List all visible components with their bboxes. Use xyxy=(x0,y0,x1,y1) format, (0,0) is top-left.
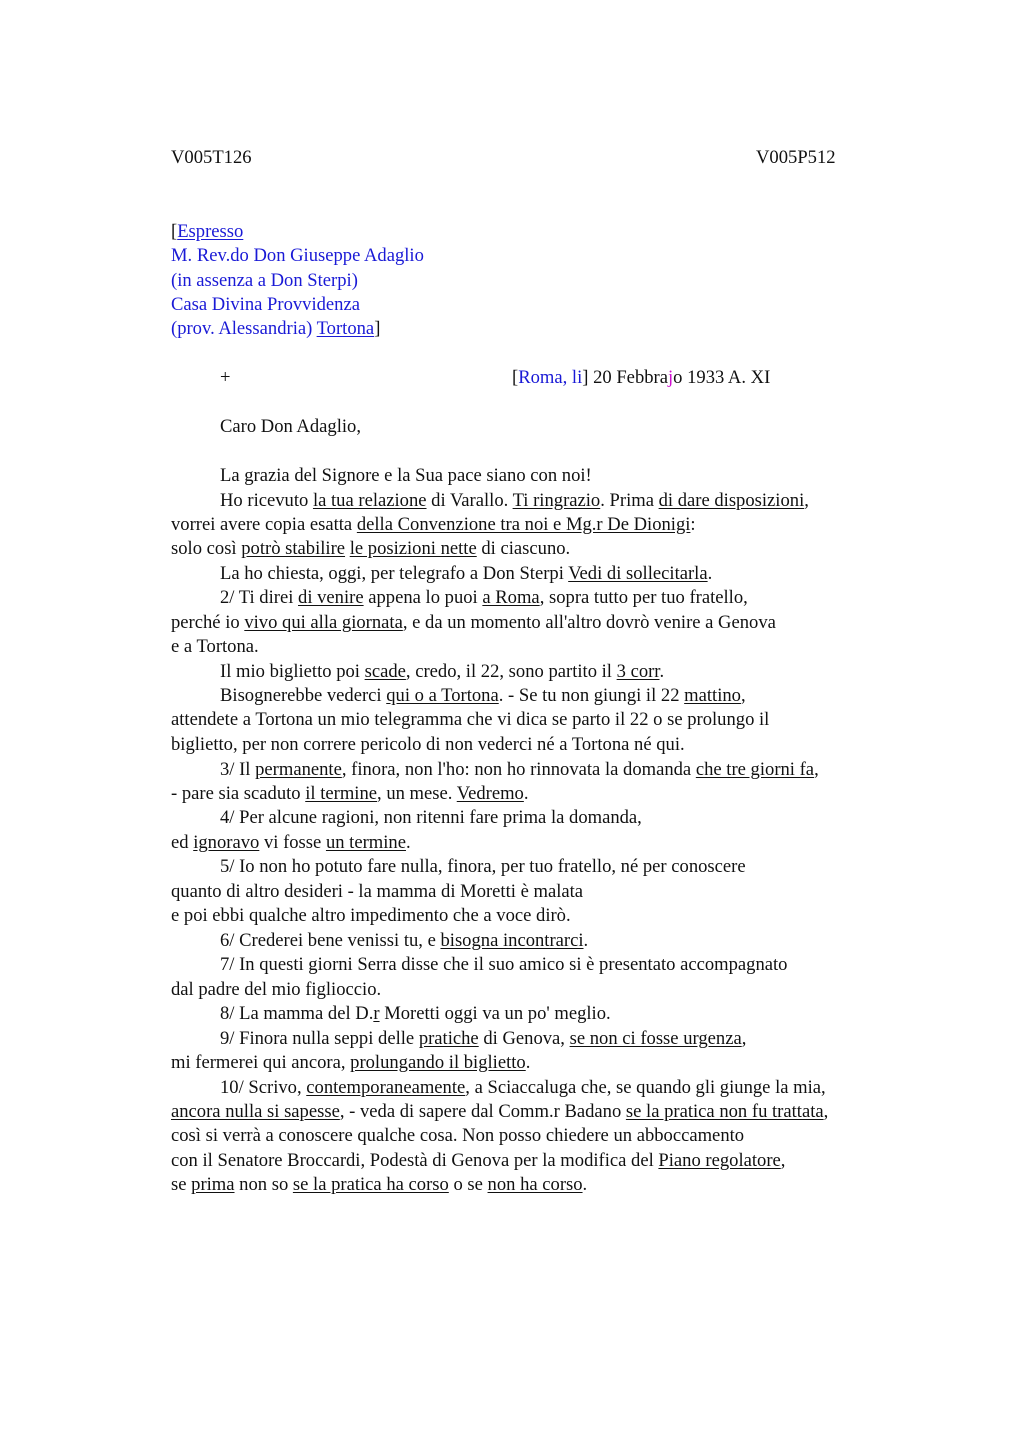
body-line: - pare sia scaduto il termine, un mese. Vedremo. xyxy=(171,783,529,804)
body-line: attendete a Tortona un mio telegramma che vi dica se parto il 22 o se prolungo il xyxy=(171,709,770,730)
body-line: La grazia del Signore e la Sua pace siano con noi! xyxy=(220,465,592,486)
body-line: 2/ Ti direi di venire appena lo puoi a Roma, sopra tutto per tuo fratello, xyxy=(220,587,748,608)
body-line: 5/ Io non ho potuto fare nulla, finora, per tuo fratello, né per conoscere xyxy=(220,856,746,877)
body-line: così si verrà a conoscere qualche cosa. Non posso chiedere un abboccamento xyxy=(171,1125,745,1146)
body-line: 9/ Finora nulla seppi delle pratiche di Genova, se non ci fosse urgenza, xyxy=(220,1028,747,1049)
address-line-1: [Espresso xyxy=(171,221,244,242)
body-line: 10/ Scrivo, contemporaneamente, a Sciaccaluga che, se quando gli giunge la mia, xyxy=(220,1077,826,1098)
body-line: solo così potrò stabilire le posizioni nette di ciascuno. xyxy=(171,538,571,559)
body-line: 8/ La mamma del D.r Moretti oggi va un po' meglio. xyxy=(220,1003,611,1024)
address-line-2: M. Rev.do Don Giuseppe Adaglio xyxy=(171,245,424,266)
body-line: 6/ Crederei bene venissi tu, e bisogna incontrarci. xyxy=(220,930,589,951)
address-line-5: (prov. Alessandria) Tortona] xyxy=(171,318,381,339)
document-code-right: V005P512 xyxy=(756,147,836,168)
body-line: 3/ Il permanente, finora, non l'ho: non ho rinnovata la domanda che tre giorni fa, xyxy=(220,759,819,780)
body-line: e a Tortona. xyxy=(171,636,259,657)
body-line: con il Senatore Broccardi, Podestà di Genova per la modifica del Piano regolatore, xyxy=(171,1150,786,1171)
body-line: quanto di altro desideri - la mamma di Moretti è malata xyxy=(171,881,584,902)
body-line: mi fermerei qui ancora, prolungando il biglietto. xyxy=(171,1052,531,1073)
body-line: La ho chiesta, oggi, per telegrafo a Don Sterpi Vedi di sollecitarla. xyxy=(220,563,713,584)
body-line: ed ignoravo vi fosse un termine. xyxy=(171,832,411,853)
dateline: [Roma, li] 20 Febbrajo 1933 A. XI xyxy=(512,367,771,388)
body-line: dal padre del mio figlioccio. xyxy=(171,979,382,1000)
body-line: ancora nulla si sapesse, - veda di sapere dal Comm.r Badano se la pratica non fu trattata, xyxy=(171,1101,829,1122)
document-code-left: V005T126 xyxy=(171,147,252,168)
address-line-3: (in assenza a Don Sterpi) xyxy=(171,270,358,291)
cross-symbol: + xyxy=(220,367,231,388)
body-line: 7/ In questi giorni Serra disse che il suo amico si è presentato accompagnato xyxy=(220,954,788,975)
salutation: Caro Don Adaglio, xyxy=(220,416,361,437)
body-line: e poi ebbi qualche altro impedimento che a voce dirò. xyxy=(171,905,571,926)
body-line: biglietto, per non correre pericolo di non vederci né a Tortona né qui. xyxy=(171,734,685,755)
body-line: Ho ricevuto la tua relazione di Varallo. Ti ringrazio. Prima di dare disposizioni, xyxy=(220,490,809,511)
body-line: se prima non so se la pratica ha corso o se non ha corso. xyxy=(171,1174,588,1195)
body-line: Il mio biglietto poi scade, credo, il 22, sono partito il 3 corr. xyxy=(220,661,665,682)
body-line: vorrei avere copia esatta della Convenzione tra noi e Mg.r De Dionigi: xyxy=(171,514,696,535)
address-line-4: Casa Divina Provvidenza xyxy=(171,294,360,315)
tortona-note: Tortona xyxy=(316,318,375,339)
espresso-note: Espresso xyxy=(177,221,244,242)
body-line: Bisognerebbe vederci qui o a Tortona. - Se tu non giungi il 22 mattino, xyxy=(220,685,746,706)
body-line: 4/ Per alcune ragioni, non ritenni fare prima la domanda, xyxy=(220,807,642,828)
body-line: perché io vivo qui alla giornata, e da un momento all'altro dovrò venire a Genova xyxy=(171,612,776,633)
